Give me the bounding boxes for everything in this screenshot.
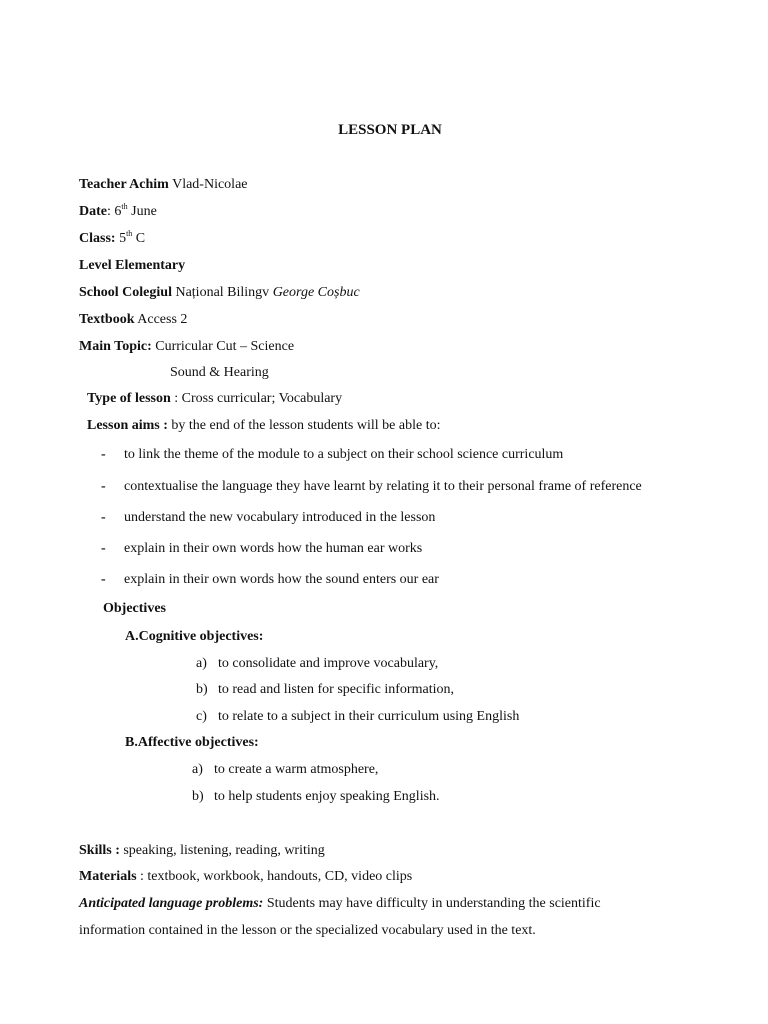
materials-line xyxy=(79,868,412,886)
materials-value: : textbook, workbook, handouts, CD, video clips xyxy=(136,869,413,884)
class-line xyxy=(79,230,145,248)
lesson-aims-label: Lesson aims : xyxy=(87,418,168,433)
affective-heading xyxy=(125,734,259,752)
type-of-lesson-value: : Cross curricular; Vocabulary xyxy=(170,391,343,406)
page-title: LESSON PLAN xyxy=(338,122,442,138)
teacher-value: Vlad-Nicolae xyxy=(168,177,248,192)
objectives-heading-text: Objectives xyxy=(103,601,166,616)
item-text: to consolidate and improve vocabulary, xyxy=(218,656,439,671)
class-suffix: th xyxy=(126,229,133,238)
school-label: School Colegiul xyxy=(79,285,172,300)
aim-text: explain in their own words how the human ear works xyxy=(124,541,423,556)
skills-line xyxy=(79,842,325,860)
item-marker: b) xyxy=(192,789,204,804)
date-separator: : xyxy=(107,204,115,219)
cognitive-heading-text: A.Cognitive objectives: xyxy=(125,629,264,644)
lesson-aims-value: by the end of the lesson students will be able to: xyxy=(167,418,441,433)
materials-label: Materials xyxy=(79,869,137,884)
cognitive-heading xyxy=(125,628,263,646)
teacher-label: Teacher Achim xyxy=(79,177,169,192)
anticipated-line xyxy=(79,895,601,913)
date-line xyxy=(79,203,157,221)
main-topic-value: Curricular Cut – Science xyxy=(151,339,295,354)
objectives-heading xyxy=(103,600,166,618)
item-text: to read and listen for specific information, xyxy=(218,682,454,697)
aim-text: explain in their own words how the sound enters our ear xyxy=(124,572,439,587)
item-marker: a) xyxy=(196,656,207,671)
skills-label: Skills : xyxy=(79,843,120,858)
item-text: to create a warm atmosphere, xyxy=(214,762,379,777)
bullet-dash: - xyxy=(101,479,106,494)
anticipated-value: Students may have difficulty in understanding the scientific xyxy=(263,896,601,911)
class-letter: C xyxy=(132,231,146,246)
item-marker: a) xyxy=(192,762,203,777)
aim-text: understand the new vocabulary introduced in the lesson xyxy=(124,510,436,525)
aim-text: to link the theme of the module to a subject on their school science curriculum xyxy=(124,447,564,462)
lesson-aims-line xyxy=(87,417,440,435)
type-of-lesson-label: Type of lesson xyxy=(87,391,171,406)
anticipated-line2: information contained in the lesson or the specialized vocabulary used in the text. xyxy=(79,923,536,938)
anticipated-label: Anticipated language problems: xyxy=(79,896,264,911)
main-topic-line2: Sound & Hearing xyxy=(170,365,269,380)
school-value: Național Bilingv xyxy=(171,285,273,300)
class-number: 5 xyxy=(115,231,127,246)
type-of-lesson-line xyxy=(87,390,342,408)
bullet-dash: - xyxy=(101,510,106,525)
teacher-line xyxy=(79,176,248,194)
bullet-dash: - xyxy=(101,447,106,462)
school-name-italic: George Coșbuc xyxy=(272,285,360,300)
item-marker: b) xyxy=(196,682,208,697)
textbook-line xyxy=(79,311,187,329)
textbook-label: Textbook xyxy=(79,312,135,327)
date-label: Date xyxy=(79,204,107,219)
date-month: June xyxy=(127,204,157,219)
date-suffix: th xyxy=(121,202,128,211)
aim-text: contextualise the language they have learnt by relating it to their personal frame of reference xyxy=(124,479,642,494)
main-topic-line xyxy=(79,338,294,356)
item-text: to help students enjoy speaking English. xyxy=(214,789,440,804)
affective-heading-text: B.Affective objectives: xyxy=(125,735,259,750)
date-day: 6 xyxy=(114,204,122,219)
item-marker: c) xyxy=(196,709,207,724)
item-text: to relate to a subject in their curriculum using English xyxy=(218,709,520,724)
school-line xyxy=(79,284,360,302)
main-topic-label: Main Topic: xyxy=(79,339,152,354)
level-label: Level Elementary xyxy=(79,258,186,273)
skills-value: speaking, listening, reading, writing xyxy=(119,843,325,858)
textbook-value: Access 2 xyxy=(134,312,188,327)
level-line xyxy=(79,257,185,275)
class-label: Class: xyxy=(79,231,116,246)
bullet-dash: - xyxy=(101,572,106,587)
bullet-dash: - xyxy=(101,541,106,556)
